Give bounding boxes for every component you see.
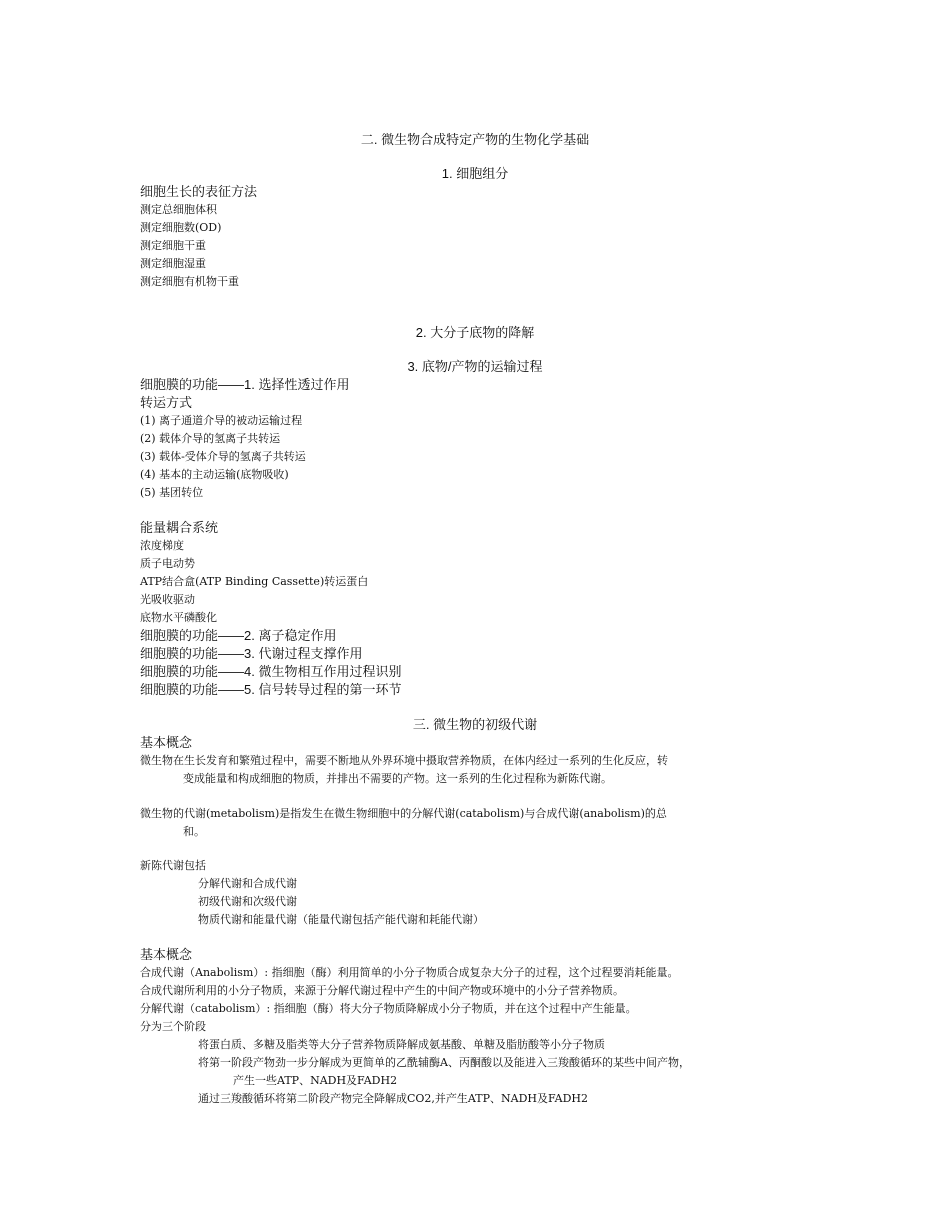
includes-item: 分解代谢和合成代谢	[198, 877, 297, 890]
s1-item: 测定总细胞体积	[140, 203, 217, 216]
energy-item: 底物水平磷酸化	[140, 611, 217, 624]
includes-item: 物质代谢和能量代谢（能量代谢包括产能代谢和耗能代谢）	[198, 913, 484, 926]
section2-title: 二. 微生物合成特定产物的生物化学基础	[360, 132, 590, 147]
energy-heading: 能量耦合系统	[140, 520, 219, 535]
s1-item: 测定细胞有机物干重	[140, 275, 239, 288]
transport-item: (3) 载体-受体介导的氢离子共转运	[140, 450, 306, 463]
membrane-function-1: 细胞膜的功能——1. 选择性透过作用	[140, 377, 350, 392]
metabolism-definition-line: 微生物在生长发育和繁殖过程中，需要不断地从外界环境中摄取营养物质，在体内经过一系列的生化反应，转	[140, 754, 668, 767]
stage-2-line: 将第一阶段产物劲一步分解成为更简单的乙酰辅酶A、丙酮酸以及能进入三羧酸循环的某些中间产物，	[198, 1056, 690, 1069]
includes-item: 初级代谢和次级代谢	[198, 895, 297, 908]
membrane-function: 细胞膜的功能——3. 代谢过程支撑作用	[140, 646, 363, 661]
membrane-function: 细胞膜的功能——5. 信号转导过程的第一环节	[140, 682, 402, 697]
transport-item: (2) 载体介导的氢离子共转运	[140, 432, 281, 445]
stage-1: 将蛋白质、多糖及脂类等大分子营养物质降解成氨基酸、单糖及脂肪酸等小分子物质	[198, 1038, 605, 1051]
energy-item: ATP结合盒(ATP Binding Cassette)转运蛋白	[140, 575, 369, 588]
energy-item: 光吸收驱动	[140, 593, 195, 606]
membrane-function: 细胞膜的功能——2. 离子稳定作用	[140, 628, 337, 643]
stages-heading: 分为三个阶段	[140, 1020, 206, 1033]
stage-2-line: 产生一些ATP、NADH及FADH2	[233, 1074, 398, 1087]
stage-3: 通过三羧酸循环将第二阶段产物完全降解成CO2,并产生ATP、NADH及FADH2	[198, 1092, 589, 1105]
basic-concept-heading: 基本概念	[140, 947, 193, 962]
transport-item: (1) 离子通道介导的被动运输过程	[140, 414, 303, 427]
transport-heading: 转运方式	[140, 395, 193, 410]
section3-title: 三. 微生物的初级代谢	[412, 717, 538, 732]
s1-title: 1. 细胞组分	[441, 166, 509, 181]
transport-item: (5) 基团转位	[140, 486, 204, 499]
s1-heading: 细胞生长的表征方法	[140, 184, 258, 199]
metabolism-en-line: 和。	[183, 825, 205, 838]
anabolism-definition: 合成代谢（Anabolism）: 指细胞（酶）利用简单的小分子物质合成复杂大分子的过程，这个过程要消耗能量。	[140, 966, 679, 979]
s1-item: 测定细胞湿重	[140, 257, 206, 270]
transport-item: (4) 基本的主动运输(底物吸收)	[140, 468, 289, 481]
metabolism-definition-line: 变成能量和构成细胞的物质，并排出不需要的产物。这一系列的生化过程称为新陈代谢。	[183, 772, 612, 785]
s1-item: 测定细胞干重	[140, 239, 206, 252]
s2-title: 2. 大分子底物的降解	[415, 325, 535, 340]
basic-concept-heading: 基本概念	[140, 735, 193, 750]
s3-title: 3. 底物/产物的运输过程	[407, 359, 543, 374]
energy-item: 浓度梯度	[140, 539, 184, 552]
membrane-function: 细胞膜的功能——4. 微生物相互作用过程识别	[140, 664, 402, 679]
metabolism-en-line: 微生物的代谢(metabolism)是指发生在微生物细胞中的分解代谢(catabolism)与合成代谢(anabolism)的总	[140, 807, 667, 820]
anabolism-source: 合成代谢所利用的小分子物质，来源于分解代谢过程中产生的中间产物或环境中的小分子营养物质。	[140, 984, 624, 997]
catabolism-definition: 分解代谢（catabolism）: 指细胞（酶）将大分子物质降解成小分子物质，并在这个过程中产生能量。	[140, 1002, 637, 1015]
s1-item: 测定细胞数(OD)	[140, 221, 222, 234]
includes-heading: 新陈代谢包括	[140, 859, 206, 872]
energy-item: 质子电动势	[140, 557, 195, 570]
